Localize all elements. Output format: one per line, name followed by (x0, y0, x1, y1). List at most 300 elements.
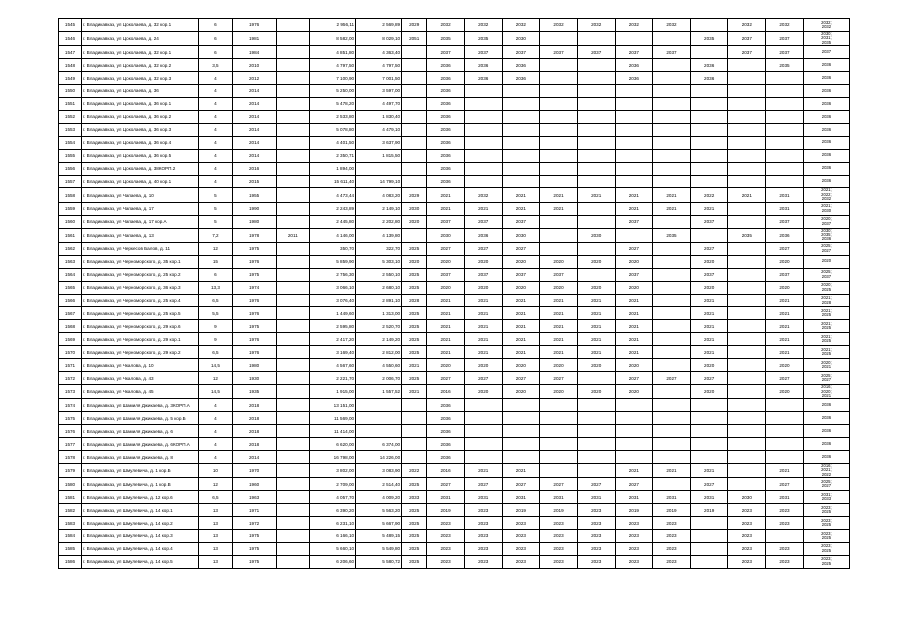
cell-living-area: 2 202,80 (356, 215, 402, 228)
cell-row-number: 1580 (59, 478, 82, 491)
cell-work-year-9: 2032 (728, 19, 766, 32)
table-row (59, 136, 850, 149)
cell-work-year-5: 2021 (577, 320, 615, 333)
cell-work-year-7 (653, 31, 691, 45)
cell-year-renovated (276, 504, 309, 517)
cell-work-year-10: 2037 (766, 268, 804, 281)
cell-planned-years: 2025; 2037 (803, 268, 849, 281)
cell-row-number: 1564 (59, 268, 82, 281)
cell-work-year-6: 2021 (615, 202, 653, 215)
cell-row-number: 1546 (59, 31, 82, 45)
cell-living-area: 3 637,90 (356, 136, 402, 149)
table-row (59, 149, 850, 162)
cell-planned-years: 2036 (803, 136, 849, 149)
cell-work-year-7: 2019 (653, 504, 691, 517)
cell-work-year-8 (690, 149, 728, 162)
cell-work-year-9 (728, 385, 766, 399)
cell-work-year-5: 2032 (577, 19, 615, 32)
cell-work-year-10: 2027 (766, 478, 804, 491)
cell-floors: 6 (199, 268, 232, 281)
cell-work-year-6: 2037 (615, 215, 653, 228)
cell-work-year-6 (615, 110, 653, 123)
cell-year-renovated (276, 555, 309, 568)
cell-floors: 13 (199, 529, 232, 542)
cell-living-area: 2 550,10 (356, 268, 402, 281)
cell-planned-years: 2021; 2025 (803, 320, 849, 333)
cell-total-area: 2 417,20 (310, 333, 356, 346)
cell-row-number: 1571 (59, 359, 82, 372)
cell-work-year-5 (577, 451, 615, 464)
cell-work-year-9 (728, 425, 766, 438)
cell-work-year-2: 2020 (464, 385, 502, 399)
cell-year-renovated (276, 320, 309, 333)
cell-year-value: 2025 (402, 320, 427, 333)
cell-work-year-9: 2023 (728, 542, 766, 555)
cell-work-year-5 (577, 72, 615, 85)
table-row (59, 438, 850, 451)
cell-year-renovated (276, 59, 309, 72)
cell-floors: 6 (199, 46, 232, 59)
cell-work-year-4 (540, 123, 578, 136)
cell-planned-years: 2036 (803, 84, 849, 97)
table-row (59, 412, 850, 425)
cell-work-year-9 (728, 478, 766, 491)
table-row (59, 202, 850, 215)
cell-work-year-8 (690, 399, 728, 412)
cell-year-built: 1975 (232, 242, 276, 255)
cell-work-year-5 (577, 110, 615, 123)
cell-work-year-8: 2036 (690, 59, 728, 72)
cell-row-number: 1570 (59, 346, 82, 359)
cell-work-year-8 (690, 451, 728, 464)
cell-work-year-1: 2030 (427, 228, 465, 242)
cell-total-area: 15 611,40 (310, 175, 356, 188)
cell-year-value: 2028 (402, 294, 427, 307)
cell-year-built: 1963 (232, 491, 276, 504)
cell-year-renovated (276, 110, 309, 123)
cell-work-year-3: 2019 (502, 504, 540, 517)
cell-year-renovated (276, 97, 309, 110)
cell-work-year-5: 2023 (577, 529, 615, 542)
cell-work-year-10 (766, 438, 804, 451)
cell-row-number: 1557 (59, 175, 82, 188)
cell-year-built: 1978 (232, 228, 276, 242)
cell-work-year-8 (690, 97, 728, 110)
cell-work-year-1: 2023 (427, 517, 465, 530)
cell-work-year-6: 2027 (615, 478, 653, 491)
cell-work-year-4: 2023 (540, 517, 578, 530)
cell-work-year-6: 2036 (615, 72, 653, 85)
cell-floors: 4 (199, 123, 232, 136)
cell-work-year-7 (653, 72, 691, 85)
cell-work-year-2: 2021 (464, 333, 502, 346)
cell-work-year-10: 2023 (766, 517, 804, 530)
cell-work-year-10: 2021 (766, 307, 804, 320)
cell-work-year-1: 2037 (427, 215, 465, 228)
table-row (59, 19, 850, 32)
cell-work-year-1: 2021 (427, 188, 465, 202)
cell-row-number: 1550 (59, 84, 82, 97)
cell-work-year-7 (653, 84, 691, 97)
cell-year-built: 2010 (232, 59, 276, 72)
cell-living-area: 4 363,40 (356, 46, 402, 59)
cell-work-year-1: 2036 (427, 72, 465, 85)
cell-work-year-4: 2021 (540, 346, 578, 359)
cell-row-number: 1565 (59, 281, 82, 294)
cell-work-year-6: 2021 (615, 346, 653, 359)
table-row (59, 399, 850, 412)
cell-year-renovated (276, 542, 309, 555)
cell-work-year-9: 2037 (728, 46, 766, 59)
cell-address: г. Владикавказ, ул Черкесов Балов, д. 11 (82, 242, 199, 255)
cell-work-year-4 (540, 438, 578, 451)
cell-year-renovated (276, 242, 309, 255)
cell-work-year-2: 2021 (464, 346, 502, 359)
cell-total-area: 6 620,00 (310, 438, 356, 451)
table-row (59, 110, 850, 123)
cell-work-year-10 (766, 110, 804, 123)
cell-work-year-8: 2027 (690, 478, 728, 491)
cell-year-value (402, 84, 427, 97)
cell-living-area: 5 489,15 (356, 529, 402, 542)
cell-total-area: 7 100,90 (310, 72, 356, 85)
cell-work-year-10: 2020 (766, 255, 804, 268)
cell-row-number: 1567 (59, 307, 82, 320)
cell-year-built: 1975 (232, 529, 276, 542)
cell-total-area: 5 859,90 (310, 255, 356, 268)
cell-floors: 14,5 (199, 385, 232, 399)
cell-work-year-6 (615, 123, 653, 136)
cell-work-year-5: 2027 (577, 478, 615, 491)
cell-total-area: 4 851,80 (310, 46, 356, 59)
cell-work-year-1: 2020 (427, 255, 465, 268)
cell-year-value (402, 412, 427, 425)
cell-total-area: 2 756,30 (310, 268, 356, 281)
cell-planned-years: 2025; 2027 (803, 478, 849, 491)
cell-work-year-7: 2023 (653, 529, 691, 542)
cell-floors: 4 (199, 72, 232, 85)
cell-year-renovated (276, 72, 309, 85)
cell-work-year-6: 2021 (615, 320, 653, 333)
table-row (59, 372, 850, 385)
cell-work-year-7 (653, 307, 691, 320)
cell-work-year-7 (653, 149, 691, 162)
cell-total-area: 6 206,60 (310, 555, 356, 568)
cell-planned-years: 2036 (803, 438, 849, 451)
cell-work-year-2: 2032 (464, 19, 502, 32)
cell-work-year-4 (540, 59, 578, 72)
cell-work-year-2: 2035 (464, 31, 502, 45)
cell-work-year-8 (690, 412, 728, 425)
cell-work-year-10: 2027 (766, 372, 804, 385)
cell-year-built: 1972 (232, 517, 276, 530)
cell-work-year-5 (577, 202, 615, 215)
cell-living-area: 2 569,89 (356, 19, 402, 32)
cell-work-year-9 (728, 320, 766, 333)
cell-year-built: 1930 (232, 372, 276, 385)
cell-living-area: 7 001,50 (356, 72, 402, 85)
cell-planned-years: 2025; 2027 (803, 372, 849, 385)
cell-work-year-8 (690, 84, 728, 97)
cell-work-year-1: 2036 (427, 110, 465, 123)
cell-work-year-4 (540, 31, 578, 45)
cell-year-built: 1975 (232, 320, 276, 333)
cell-work-year-7 (653, 123, 691, 136)
cell-total-area: 4 146,00 (310, 228, 356, 242)
cell-planned-years: 2025; 2027 (803, 242, 849, 255)
cell-living-area: 2 891,10 (356, 294, 402, 307)
cell-work-year-1: 2036 (427, 149, 465, 162)
cell-total-area: 1 449,60 (310, 307, 356, 320)
cell-work-year-8 (690, 517, 728, 530)
cell-work-year-10: 2032 (766, 19, 804, 32)
cell-work-year-4 (540, 242, 578, 255)
cell-year-value: 2022 (402, 464, 427, 478)
cell-year-built: 1976 (232, 307, 276, 320)
cell-address: г. Владикавказ, ул Черноморского, д. 29 кор.6 (82, 320, 199, 333)
cell-work-year-4: 2020 (540, 255, 578, 268)
cell-work-year-7 (653, 320, 691, 333)
cell-floors: 3,5 (199, 59, 232, 72)
cell-work-year-7 (653, 136, 691, 149)
cell-work-year-2: 2037 (464, 215, 502, 228)
cell-total-area: 2 350,71 (310, 149, 356, 162)
cell-living-area: 6 374,00 (356, 438, 402, 451)
cell-work-year-5 (577, 425, 615, 438)
cell-living-area: 3 597,00 (356, 84, 402, 97)
cell-work-year-2: 2021 (464, 294, 502, 307)
cell-year-value: 2025 (402, 504, 427, 517)
cell-work-year-4: 2021 (540, 333, 578, 346)
cell-work-year-3: 2021 (502, 307, 540, 320)
table-row (59, 215, 850, 228)
cell-work-year-4: 2021 (540, 320, 578, 333)
cell-work-year-10: 2020 (766, 359, 804, 372)
cell-work-year-8: 2021 (690, 202, 728, 215)
cell-work-year-10: 2023 (766, 504, 804, 517)
cell-work-year-1: 2036 (427, 136, 465, 149)
cell-planned-years: 2036 (803, 110, 849, 123)
cell-work-year-4 (540, 72, 578, 85)
cell-work-year-4 (540, 464, 578, 478)
cell-row-number: 1574 (59, 399, 82, 412)
cell-work-year-8: 2020 (690, 359, 728, 372)
cell-work-year-8: 2020 (690, 255, 728, 268)
cell-year-value (402, 46, 427, 59)
cell-work-year-7: 2023 (653, 517, 691, 530)
cell-address: г. Владикавказ, ул Цоколаева, д. 36 (82, 84, 199, 97)
cell-work-year-2 (464, 175, 502, 188)
cell-work-year-10: 2020 (766, 281, 804, 294)
cell-work-year-1: 2036 (427, 162, 465, 175)
cell-work-year-6: 2021 (615, 307, 653, 320)
cell-address: г. Владикавказ, ул Чкалова, д. 10 (82, 359, 199, 372)
cell-row-number: 1575 (59, 412, 82, 425)
cell-year-renovated (276, 162, 309, 175)
cell-living-area: 5 303,10 (356, 255, 402, 268)
cell-work-year-10 (766, 136, 804, 149)
cell-year-value: 2033 (402, 491, 427, 504)
cell-work-year-4: 2019 (540, 504, 578, 517)
cell-work-year-8 (690, 529, 728, 542)
cell-work-year-1: 2023 (427, 555, 465, 568)
cell-work-year-2: 2031 (464, 491, 502, 504)
cell-work-year-5: 2023 (577, 504, 615, 517)
cell-total-area: 3 066,10 (310, 281, 356, 294)
cell-living-area: 8 029,10 (356, 31, 402, 45)
cell-work-year-9 (728, 268, 766, 281)
cell-year-renovated (276, 451, 309, 464)
cell-work-year-9 (728, 136, 766, 149)
cell-work-year-7 (653, 478, 691, 491)
cell-work-year-4 (540, 425, 578, 438)
housing-register-sheet (58, 18, 850, 569)
cell-total-area: 2 243,89 (310, 202, 356, 215)
table-row (59, 46, 850, 59)
cell-work-year-7: 2037 (653, 46, 691, 59)
cell-work-year-6 (615, 399, 653, 412)
cell-work-year-2: 2021 (464, 464, 502, 478)
cell-work-year-3: 2021 (502, 294, 540, 307)
cell-year-value (402, 149, 427, 162)
cell-work-year-10: 2021 (766, 346, 804, 359)
cell-year-value (402, 438, 427, 451)
cell-work-year-1: 2036 (427, 59, 465, 72)
cell-work-year-2: 2023 (464, 504, 502, 517)
cell-work-year-6 (615, 175, 653, 188)
cell-address: г. Владикавказ, ул Черноморского, д. 36 кор.3 (82, 281, 199, 294)
cell-work-year-3: 2037 (502, 46, 540, 59)
cell-work-year-8: 2021 (690, 346, 728, 359)
cell-address: г. Владикавказ, ул Шмулевича, д. 1 кор.В (82, 478, 199, 491)
cell-work-year-9: 2023 (728, 517, 766, 530)
table-row (59, 255, 850, 268)
cell-floors: 12 (199, 372, 232, 385)
cell-address: г. Владикавказ, ул Цоколаева, д. 36 кор.4 (82, 136, 199, 149)
cell-address: г. Владикавказ, ул Шмулевича, д. 14 кор.4 (82, 542, 199, 555)
cell-address: г. Владикавказ, ул Цоколаева, д. 40 кор.1 (82, 175, 199, 188)
cell-work-year-3 (502, 438, 540, 451)
table-row (59, 333, 850, 346)
cell-year-renovated (276, 255, 309, 268)
cell-year-value: 2029 (402, 19, 427, 32)
cell-work-year-5: 2023 (577, 555, 615, 568)
cell-year-value: 2030 (402, 202, 427, 215)
cell-work-year-4: 2020 (540, 281, 578, 294)
cell-work-year-9 (728, 451, 766, 464)
cell-work-year-4: 2021 (540, 294, 578, 307)
cell-work-year-9 (728, 359, 766, 372)
cell-work-year-6: 2032 (615, 19, 653, 32)
cell-work-year-9: 2021 (728, 188, 766, 202)
cell-work-year-4 (540, 175, 578, 188)
cell-year-renovated (276, 19, 309, 32)
cell-work-year-1: 2016 (427, 385, 465, 399)
cell-work-year-10: 2020 (766, 385, 804, 399)
cell-year-built: 2014 (232, 110, 276, 123)
cell-planned-years: 2030; 2035; 2036 (803, 228, 849, 242)
cell-work-year-6: 2019 (615, 504, 653, 517)
table-row (59, 175, 850, 188)
cell-work-year-10: 2031 (766, 188, 804, 202)
cell-year-value: 2029 (402, 188, 427, 202)
cell-address: г. Владикавказ, ул Шмулевича, д. 12 кор.6 (82, 491, 199, 504)
cell-address: г. Владикавказ, ул Черноморского, д. 35 кор.1 (82, 255, 199, 268)
cell-floors: 4 (199, 425, 232, 438)
cell-living-area (356, 162, 402, 175)
cell-work-year-9: 2037 (728, 31, 766, 45)
cell-work-year-7 (653, 333, 691, 346)
cell-floors: 15 (199, 255, 232, 268)
cell-year-built: 1974 (232, 281, 276, 294)
cell-work-year-2 (464, 451, 502, 464)
cell-work-year-8: 2019 (690, 504, 728, 517)
table-row (59, 31, 850, 45)
cell-address: г. Владикавказ, ул Цоколаева, д. 36 кор.3 (82, 123, 199, 136)
cell-work-year-2: 2036 (464, 72, 502, 85)
cell-work-year-2: 2021 (464, 320, 502, 333)
cell-work-year-1: 2036 (427, 425, 465, 438)
cell-work-year-6: 2020 (615, 359, 653, 372)
cell-work-year-6: 2023 (615, 529, 653, 542)
cell-row-number: 1578 (59, 451, 82, 464)
cell-work-year-6: 2020 (615, 281, 653, 294)
cell-work-year-1: 2036 (427, 84, 465, 97)
cell-work-year-10 (766, 451, 804, 464)
cell-floors: 4 (199, 451, 232, 464)
cell-work-year-1: 2036 (427, 97, 465, 110)
cell-work-year-6: 2020 (615, 255, 653, 268)
cell-planned-years: 2021; 2030 (803, 202, 849, 215)
cell-work-year-5: 2023 (577, 542, 615, 555)
cell-work-year-4 (540, 228, 578, 242)
cell-work-year-8 (690, 123, 728, 136)
cell-year-renovated (276, 188, 309, 202)
cell-work-year-8: 2036 (690, 72, 728, 85)
cell-work-year-1: 2020 (427, 281, 465, 294)
cell-planned-years: 2021; 2028 (803, 294, 849, 307)
cell-year-built: 2014 (232, 451, 276, 464)
cell-floors: 13 (199, 555, 232, 568)
cell-work-year-5: 2023 (577, 517, 615, 530)
cell-year-built: 1980 (232, 359, 276, 372)
cell-work-year-3 (502, 136, 540, 149)
cell-row-number: 1559 (59, 202, 82, 215)
cell-living-area: 2 812,00 (356, 346, 402, 359)
cell-work-year-5: 2021 (577, 307, 615, 320)
cell-work-year-4: 2020 (540, 385, 578, 399)
cell-row-number: 1561 (59, 228, 82, 242)
cell-work-year-4: 2023 (540, 542, 578, 555)
cell-year-built: 1980 (232, 215, 276, 228)
cell-work-year-5 (577, 215, 615, 228)
cell-work-year-7 (653, 97, 691, 110)
cell-work-year-9 (728, 123, 766, 136)
cell-work-year-10 (766, 412, 804, 425)
cell-work-year-3: 2037 (502, 215, 540, 228)
table-row (59, 307, 850, 320)
cell-work-year-3: 2020 (502, 255, 540, 268)
cell-floors: 6 (199, 31, 232, 45)
cell-work-year-3: 2020 (502, 385, 540, 399)
cell-year-built: 2018 (232, 425, 276, 438)
cell-row-number: 1558 (59, 188, 82, 202)
table-row (59, 451, 850, 464)
cell-work-year-7 (653, 359, 691, 372)
cell-year-renovated (276, 281, 309, 294)
cell-work-year-7 (653, 399, 691, 412)
cell-year-renovated (276, 215, 309, 228)
